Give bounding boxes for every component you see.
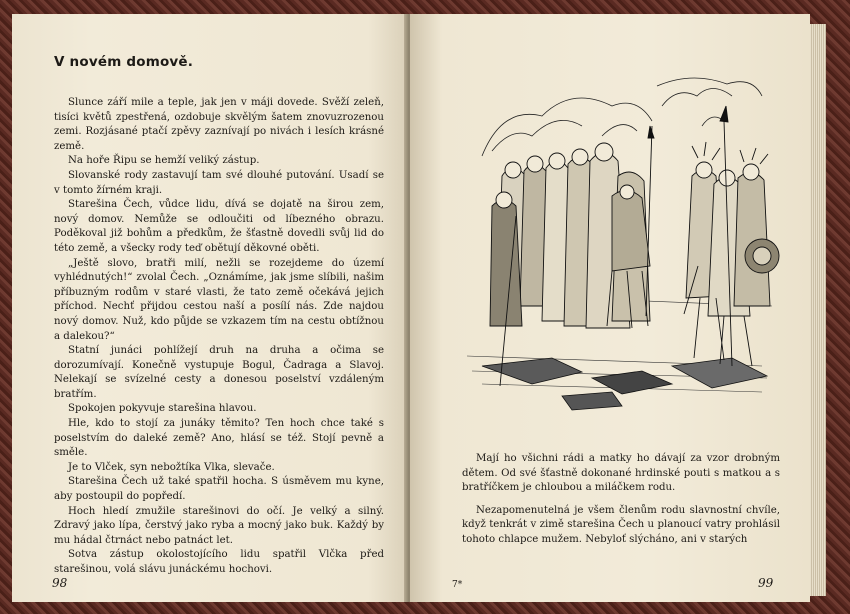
paragraph: Mají ho všichni rádi a matky ho dávají za vzor drobným dětem. Od své šťastně dokonané hrdinské pouti s matkou a s bratříčkem je chloubou a miláčkem rodu. xyxy=(462,453,780,494)
paragraph: Hle, kdo to stojí za junáky těmito? Ten hoch chce také s poselstvím do daleké země? Ano, hlásí se též. Stojí pevně a směle. xyxy=(54,418,384,459)
illustration xyxy=(462,66,780,416)
paragraph: Sotva zástup okolostojícího lidu spatřil Vlčka před starešinou, volá slávu junáckému hochovi. xyxy=(54,549,384,575)
chapter-heading: V novém domově. xyxy=(54,54,194,70)
left-page xyxy=(12,14,408,602)
page-number-left: 98 xyxy=(52,576,68,590)
page-number-right: 99 xyxy=(758,576,774,590)
paragraph: Starešina Čech, vůdce lidu, dívá se dojatě na širou zem, nový domov. Nemůže se odloučiti od líbezného obrazu. Poděkoval již bohům a předkům, že šťastně dovedli svůj lid do této země, a všecky rody teď obětují děkovné oběti. xyxy=(54,199,384,254)
paragraph: Je to Vlček, syn nebožtíka Vlka, slevače. xyxy=(68,461,275,473)
right-page-text xyxy=(462,452,780,556)
paragraph: Spokojen pokyvuje starešina hlavou. xyxy=(68,403,257,415)
left-page-text xyxy=(54,96,384,578)
paragraph: Slunce září mile a teple, jak jen v máji dovede. Svěží zeleň, tisíci květů zpestřená, ozdobuje skvělým šatem znovuzrozenou zemi. Rozjásané ptačí zpěvy zaznívají po nivách i lesích krásné země. xyxy=(54,97,384,152)
signature-mark: 7* xyxy=(452,580,463,590)
paragraph: Hoch hledí zmužile starešinovi do očí. Je velký a silný. Zdravý jako lípa, čerstvý jako ryba a mocný jako buk. Každý by mu hádal čtrnáct nebo patnáct let. xyxy=(54,505,384,546)
paragraph: Na hoře Řipu se hemží veliký zástup. xyxy=(68,155,260,167)
paragraph: Starešina Čech už také spatřil hocha. S úsměvem mu kyne, aby postoupil do popředí. xyxy=(54,476,384,503)
right-page xyxy=(410,14,810,602)
paragraph: Nezapomenutelná je všem členům rodu slavnostní chvíle, když tenkrát v zimě starešina Čech u planoucí vatry prohlásil tohoto chlapce mužem. Nebyloť slýcháno, ani v starých xyxy=(462,504,780,545)
page-edges xyxy=(810,24,826,596)
paragraph: Statní junáci pohlížejí druh na druha a očima se dorozumívají. Konečně vystupuje Bogul, Čadraga a Slavoj. Nelekají se svízelné cesty a donesou poselství vzdáleným bratřím. xyxy=(54,345,384,400)
paragraph: Slovanské rody zastavují tam své dlouhé putování. Usadí se v tomto žírném kraji. xyxy=(54,169,384,196)
paragraph: „Ještě slovo, bratři milí, nežli se rozejdeme do území vyhlédnutých!“ zvolal Čech. „Oznámíme, jak jsme slíbili, našim příbuzným rodům v staré vlasti, že tato země očekává jejich příchod. Nechť přijdou cestou naší a posílí nás. Zde najdou nový domov. Nuž, kdo půjde se vzkazem tím na cestu obtížnou a dalekou?“ xyxy=(54,257,384,342)
